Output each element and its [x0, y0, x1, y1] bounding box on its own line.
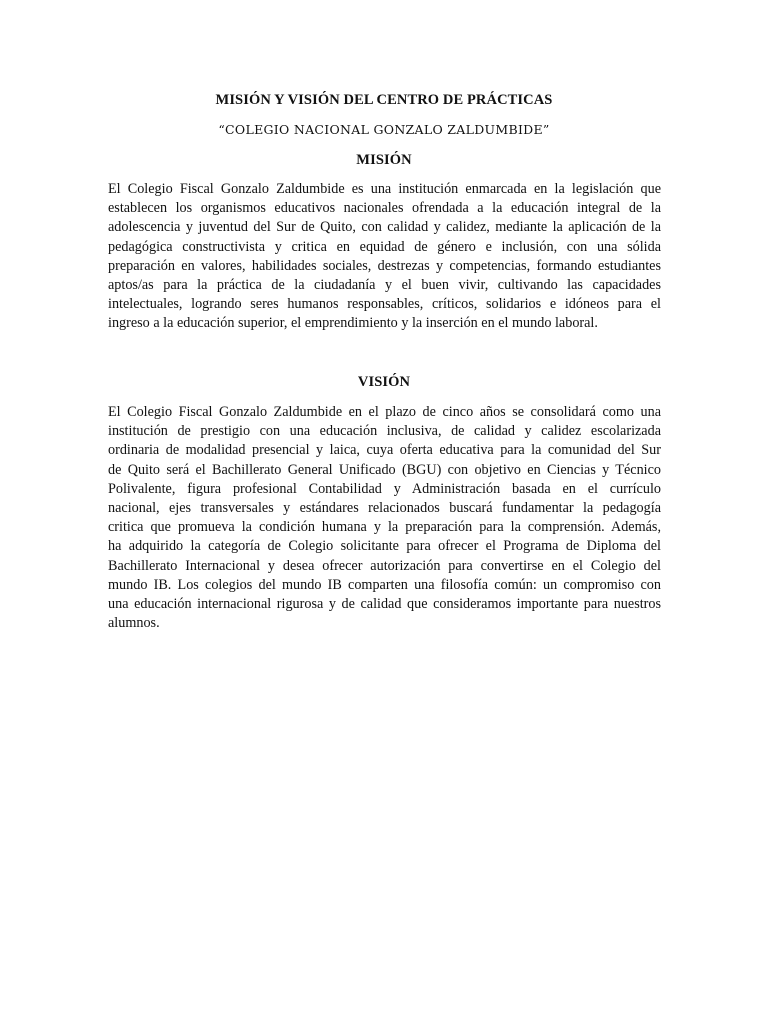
vision-line: mundo IB. Los colegios del mundo IB comparten una filosofía común: un compromiso con — [108, 576, 661, 593]
vision-line: una educación internacional rigurosa y de calidad que consideramos importante para nuestros — [108, 595, 661, 612]
vision-line: alumnos. — [108, 615, 160, 632]
mision-line: intelectuales, logrando seres humanos responsables, críticos, solidarios e idóneos para el — [108, 296, 661, 313]
mision-paragraph — [108, 180, 661, 334]
document-subtitle: “COLEGIO NACIONAL GONZALO ZALDUMBIDE” — [218, 122, 550, 137]
mision-line: pedagógica constructivista y critica en equidad de género e inclusión, con una sólida — [108, 238, 661, 255]
mision-line: El Colegio Fiscal Gonzalo Zaldumbide es una institución enmarcada en la legislación que — [108, 181, 661, 197]
vision-line: ordinaria de modalidad presencial y laica, cuya oferta educativa para la comunidad del Sur — [108, 442, 661, 459]
document-title: MISIÓN Y VISIÓN DEL CENTRO DE PRÁCTICAS — [215, 92, 553, 108]
vision-line: Polivalente, figura profesional Contabilidad y Administración basada en el currículo — [108, 480, 661, 497]
mision-line: adolescencia y juventud del Sur de Quito, con calidad y calidez, mediante la aplicación de la — [108, 219, 661, 236]
vision-line: nacional, ejes transversales y estándares relacionados buscará fundamentar la pedagogía — [108, 499, 661, 516]
vision-line: critica que promueva la condición humana y la preparación para la comprensión. Además, — [108, 519, 661, 536]
vision-line: institución de prestigio con una educación inclusiva, de calidad y calidez escolarizada — [108, 423, 661, 440]
vision-paragraph — [108, 403, 661, 633]
vision-heading: VISIÓN — [357, 374, 411, 390]
mision-line: ingreso a la educación superior, el emprendimiento y la inserción en el mundo laboral. — [108, 315, 598, 332]
mision-line: preparación en valores, habilidades sociales, destrezas y competencias, formando estudiantes — [108, 257, 661, 274]
mision-heading: MISIÓN — [356, 152, 412, 168]
mision-line: establecen los organismos educativos nacionales ofrendada a la educación integral de la — [108, 200, 661, 217]
vision-line: ha adquirido la categoría de Colegio solicitante para ofrecer el Programa de Diploma del — [108, 538, 661, 555]
vision-line: de Quito será el Bachillerato General Unificado (BGU) con objetivo en Ciencias y Técnico — [108, 461, 661, 478]
vision-line: El Colegio Fiscal Gonzalo Zaldumbide en el plazo de cinco años se consolidará como una — [108, 404, 661, 420]
vision-line: Bachillerato Internacional y desea ofrecer autorización para convertirse en el Colegio del — [108, 557, 661, 574]
mision-line: aptos/as para la práctica de la ciudadanía y el buen vivir, cultivando las capacidades — [108, 276, 661, 293]
